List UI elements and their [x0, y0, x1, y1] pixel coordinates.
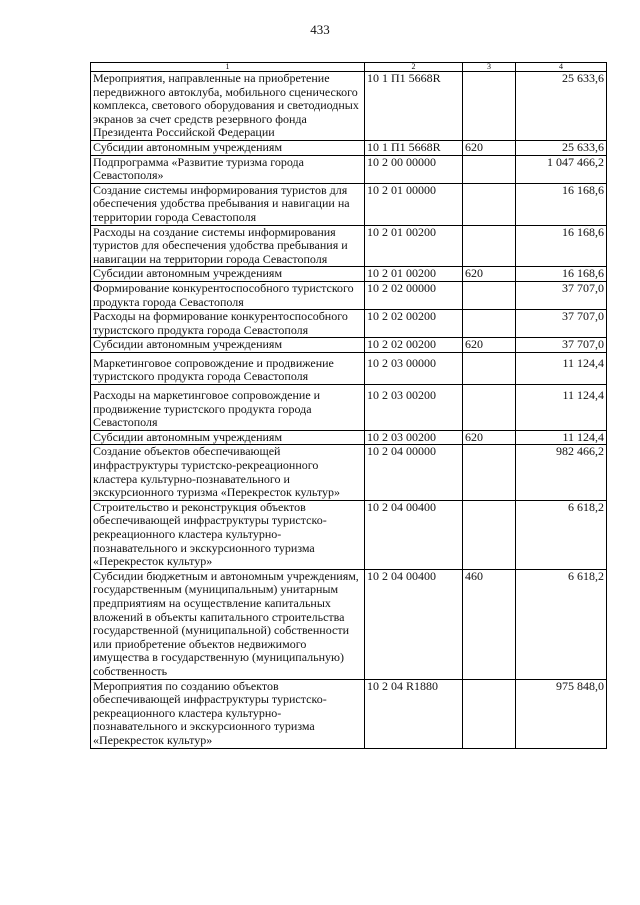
row-vr: 620: [463, 430, 516, 445]
row-amount: 16 168,6: [516, 267, 607, 282]
row-code: 10 1 П1 5668R: [365, 140, 463, 155]
row-code: 10 2 03 00000: [365, 352, 463, 384]
header-col-4: 4: [516, 63, 607, 72]
row-vr: [463, 385, 516, 431]
row-code: 10 2 00 00000: [365, 155, 463, 183]
row-amount: 975 848,0: [516, 679, 607, 748]
row-amount: 16 168,6: [516, 183, 607, 225]
row-amount: 11 124,4: [516, 430, 607, 445]
row-name: Подпрограмма «Развитие туризма города Севастополя»: [91, 155, 365, 183]
row-code: 10 2 01 00000: [365, 183, 463, 225]
row-amount: 37 707,0: [516, 281, 607, 309]
row-code: 10 2 04 00400: [365, 569, 463, 679]
row-name: Расходы на маркетинговое сопровождение и продвижение туристского продукта города Севастополя: [91, 385, 365, 431]
row-amount: 25 633,6: [516, 140, 607, 155]
header-col-3: 3: [463, 63, 516, 72]
table-row: [91, 569, 607, 679]
row-amount: 37 707,0: [516, 338, 607, 353]
row-code: 10 2 03 00200: [365, 385, 463, 431]
row-code: 10 2 04 R1880: [365, 679, 463, 748]
row-vr: [463, 72, 516, 141]
row-vr: [463, 281, 516, 309]
row-vr: 620: [463, 338, 516, 353]
table-row: [91, 140, 607, 155]
header-col-2: 2: [365, 63, 463, 72]
row-code: 10 2 02 00200: [365, 310, 463, 338]
row-name: Расходы на формирование конкурентоспособного туристского продукта города Севастополя: [91, 310, 365, 338]
table-row: [91, 500, 607, 569]
row-amount: 6 618,2: [516, 569, 607, 679]
row-code: 10 2 02 00000: [365, 281, 463, 309]
row-code: 10 2 02 00200: [365, 338, 463, 353]
row-vr: 460: [463, 569, 516, 679]
table-row: [91, 679, 607, 748]
table-row: [91, 445, 607, 500]
row-name: Создание объектов обеспечивающей инфраструктуры туристско-рекреационного кластера культурно-познавательного и экскурсионного туризма «Перекресток культур»: [91, 445, 365, 500]
row-vr: 620: [463, 267, 516, 282]
row-name: Субсидии автономным учреждениям: [91, 430, 365, 445]
row-name: Расходы на создание системы информирования туристов для обеспечения удобства пребывания и навигации на территории города Севастополя: [91, 225, 365, 267]
table-row: [91, 430, 607, 445]
row-name: Маркетинговое сопровождение и продвижение туристского продукта города Севастополя: [91, 352, 365, 384]
row-name: Субсидии автономным учреждениям: [91, 267, 365, 282]
row-code: 10 2 01 00200: [365, 267, 463, 282]
page-number: 433: [310, 22, 330, 37]
table-row: [91, 281, 607, 309]
row-amount: 11 124,4: [516, 352, 607, 384]
table-row: [91, 183, 607, 225]
row-amount: 11 124,4: [516, 385, 607, 431]
table-row: [91, 72, 607, 141]
row-vr: [463, 155, 516, 183]
table-row: [91, 267, 607, 282]
row-code: 10 2 04 00400: [365, 500, 463, 569]
header-col-1: 1: [91, 63, 365, 72]
row-code: 10 1 П1 5668R: [365, 72, 463, 141]
row-amount: 25 633,6: [516, 72, 607, 141]
row-vr: [463, 445, 516, 500]
row-vr: [463, 310, 516, 338]
row-amount: 982 466,2: [516, 445, 607, 500]
row-code: 10 2 04 00000: [365, 445, 463, 500]
row-amount: 37 707,0: [516, 310, 607, 338]
row-vr: [463, 500, 516, 569]
row-vr: [463, 183, 516, 225]
row-name: Субсидии бюджетным и автономным учреждениям, государственным (муниципальным) унитарным предприятиям на осуществление капитальных вложений в объекты капитального строительства государственной (муниципальной) собственности или приобретение объектов недвижимого имущества в государственную (муниципальную) собственность: [91, 569, 365, 679]
row-vr: 620: [463, 140, 516, 155]
row-amount: 1 047 466,2: [516, 155, 607, 183]
table-row: [91, 310, 607, 338]
table-row: [91, 338, 607, 353]
table-row: [91, 352, 607, 384]
budget-table: [90, 62, 607, 749]
row-name: Мероприятия по созданию объектов обеспечивающей инфраструктуры туристско-рекреационного кластера культурно-познавательного и экскурсионного туризма «Перекресток культур»: [91, 679, 365, 748]
table-row: [91, 385, 607, 431]
row-vr: [463, 679, 516, 748]
row-amount: 16 168,6: [516, 225, 607, 267]
table-row: [91, 155, 607, 183]
row-name: Строительство и реконструкция объектов обеспечивающей инфраструктуры туристско-рекреационного кластера культурно-познавательного и экскурсионного туризма «Перекресток культур»: [91, 500, 365, 569]
row-code: 10 2 01 00200: [365, 225, 463, 267]
row-name: Формирование конкурентоспособного туристского продукта города Севастополя: [91, 281, 365, 309]
row-name: Создание системы информирования туристов для обеспечения удобства пребывания и навигации на территории города Севастополя: [91, 183, 365, 225]
row-vr: [463, 225, 516, 267]
row-code: 10 2 03 00200: [365, 430, 463, 445]
row-name: Субсидии автономным учреждениям: [91, 140, 365, 155]
row-name: Субсидии автономным учреждениям: [91, 338, 365, 353]
row-name: Мероприятия, направленные на приобретение передвижного автоклуба, мобильного сценического комплекса, светового оборудования и светодиодных экранов за счет средств резервного фонда Президента Российской Федерации: [91, 72, 365, 141]
row-amount: 6 618,2: [516, 500, 607, 569]
row-vr: [463, 352, 516, 384]
table-row: [91, 225, 607, 267]
